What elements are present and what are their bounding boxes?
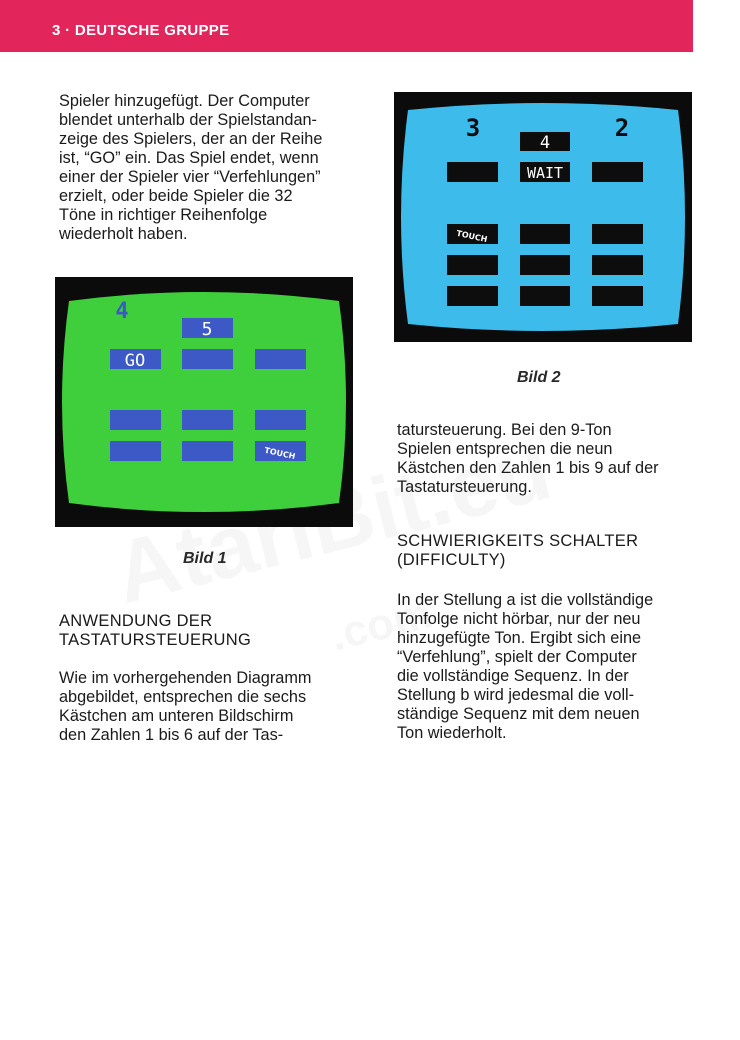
text-line: erzielt, oder beide Spieler die 32 [59,187,293,205]
touch-label: TOUCH [455,228,489,245]
wait-label: WAIT [526,164,564,182]
heading-line: (DIFFICULTY) [397,551,506,569]
text-line: Spieler hinzugefügt. Der Computer [59,92,310,110]
counter-value: 5 [201,319,213,340]
text-line: die vollständige Sequenz. In der [397,667,629,685]
keypad-box [110,410,161,430]
figure-2-screen [394,92,692,342]
keypad-box [447,255,498,275]
text-line: Tonfolge nicht hörbar, nur der neu [397,610,641,628]
heading-line: ANWENDUNG DER [59,612,213,630]
heading-line: SCHWIERIGKEITS SCHALTER [397,532,639,550]
keypad-box [255,349,306,369]
score-right: 2 [614,114,630,142]
keypad-box [520,286,570,306]
keypad-box [447,286,498,306]
text-line: hinzugefügte Ton. Ergibt sich eine [397,629,642,647]
keypad-box [592,224,643,244]
text-line: tatursteuerung. Bei den 9-Ton [397,421,612,439]
text-line: einer der Spieler vier “Verfehlungen” [59,168,321,186]
keypad-box [182,410,233,430]
text-line: Stellung b wird jedesmal die voll- [397,686,635,704]
text-line: den Zahlen 1 bis 6 auf der Tas- [59,726,284,744]
keypad-box [182,441,233,461]
difficulty-paragraph [397,591,653,743]
text-line: ständige Sequenz mit dem neuen [397,705,640,723]
score-glyph: 4 [115,299,129,324]
text-line: blendet unterhalb der Spielstandan- [59,111,317,129]
text-line: In der Stellung a ist die vollständige [397,591,654,609]
go-label: GO [124,351,146,371]
keypad-box [110,441,161,461]
figure-1-caption: Bild 1 [183,550,227,567]
keypad-box [520,224,570,244]
text-line: Spielen entsprechen die neun [397,440,613,458]
keypad-box [447,162,498,182]
keypad-box [592,286,643,306]
text-line: zeige des Spielers, der an der Reihe [59,130,323,148]
keypad-box [520,255,570,275]
text-line: Tastatursteuerung. [397,478,532,496]
score-left: 3 [465,114,481,142]
section-heading-difficulty [397,532,638,570]
text-line: Töne in richtiger Reihenfolge [59,206,268,224]
heading-line: TASTATURSTEUERUNG [59,631,252,649]
text-line: Wie im vorhergehenden Diagramm [59,669,312,687]
continued-paragraph [397,421,659,497]
touch-label: TOUCH [263,445,297,462]
text-line: Kästchen am unteren Bildschirm [59,707,294,725]
header-title: 3 · DEUTSCHE GRUPPE [52,22,230,39]
counter-value: 4 [539,133,551,153]
text-line: Kästchen den Zahlen 1 bis 9 auf der [397,459,659,477]
text-line: wiederholt haben. [59,225,188,243]
keypad-box [592,255,643,275]
header-bar [0,0,693,52]
text-line: ist, “GO” ein. Das Spiel endet, wenn [59,149,319,167]
figure-2-caption: Bild 2 [517,369,561,386]
text-line: Ton wiederholt. [397,724,507,742]
tastatur-paragraph [59,669,311,745]
intro-paragraph [59,92,322,244]
text-line: “Verfehlung”, spielt der Computer [397,648,637,666]
keypad-box [592,162,643,182]
figure-1-screen [55,277,353,527]
keypad-box [255,410,306,430]
text-line: abgebildet, entsprechen die sechs [59,688,307,706]
section-heading-tastatur [59,612,251,650]
keypad-box [182,349,233,369]
